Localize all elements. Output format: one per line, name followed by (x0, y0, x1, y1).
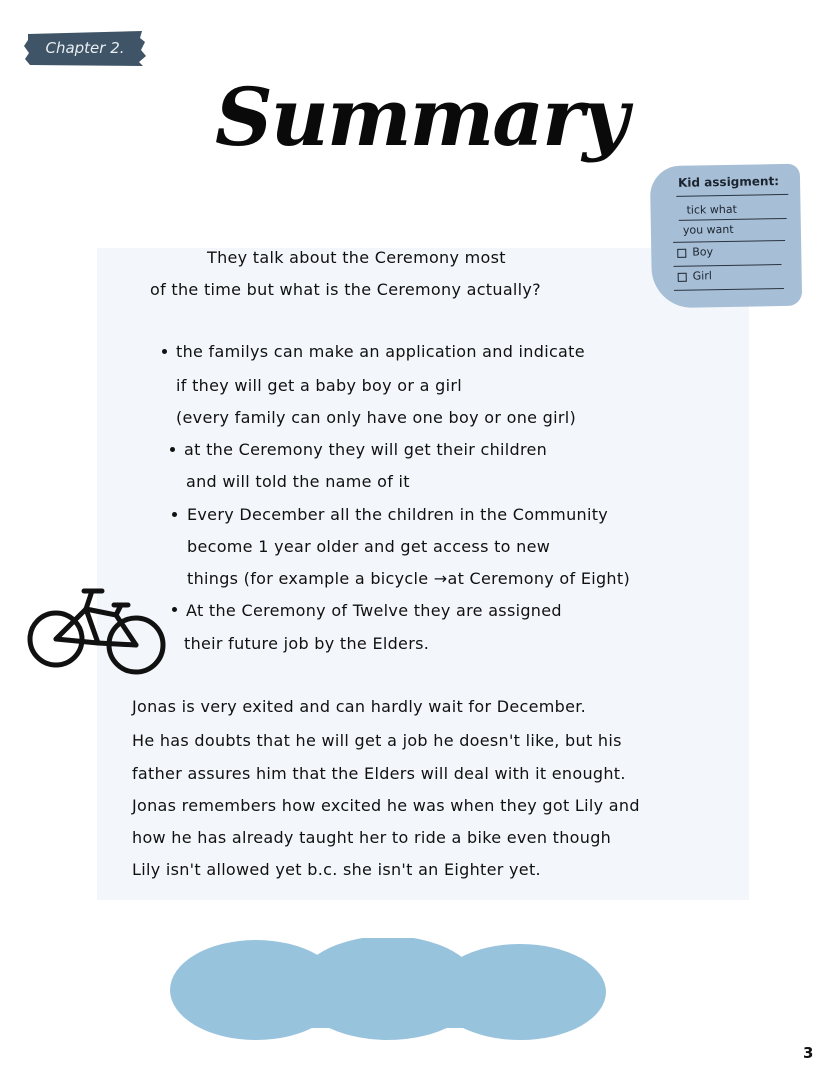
bullet-line: at the Ceremony they will get their children (184, 440, 548, 459)
chapter-tag (24, 28, 146, 68)
bullet-line: At the Ceremony of Twelve they are assigned (186, 601, 562, 620)
bullet-line: (every family can only have one boy or one girl) (176, 408, 577, 427)
bullet-line: things (for example a bicycle →at Ceremony of Eight) (187, 569, 630, 588)
paragraph-line: He has doubts that he will get a job he doesn't like, but his (132, 731, 622, 750)
chapter-label: Chapter 2. (45, 39, 125, 57)
paragraph-line: Jonas remembers how excited he was when they got Lily and (132, 796, 640, 815)
note-rule (679, 218, 787, 221)
note-rule (674, 288, 784, 291)
intro-line: They talk about the Ceremony most (207, 248, 506, 267)
option-girl[interactable] (678, 269, 712, 283)
note-line-2: you want (682, 222, 734, 237)
paragraph-line: father assures him that the Elders will deal with it enought. (132, 764, 626, 783)
option-label: Girl (692, 269, 712, 283)
bicycle-icon (26, 585, 168, 677)
intro-line: of the time but what is the Ceremony actually? (150, 280, 541, 299)
bullet-line: and will told the name of it (186, 472, 410, 491)
bullet-dot (172, 607, 177, 612)
checkbox-icon[interactable] (677, 248, 686, 257)
note-rule (673, 240, 785, 243)
note-title: Kid assigment: (677, 174, 780, 190)
option-label: Boy (692, 245, 714, 259)
checkbox-icon[interactable] (678, 272, 687, 281)
bullet-dot (162, 349, 167, 354)
paragraph-line: Lily isn't allowed yet b.c. she isn't an Eighter yet. (132, 860, 541, 879)
page-number: 3 (803, 1044, 814, 1062)
bullet-dot (170, 447, 175, 452)
kid-assignment-note (650, 164, 802, 309)
note-rule (674, 264, 782, 267)
bullet-line: the familys can make an application and indicate (176, 342, 585, 361)
bullet-line: Every December all the children in the Community (187, 505, 609, 524)
bullet-line: their future job by the Elders. (184, 634, 430, 653)
cloud-shape (170, 938, 606, 1042)
note-rule (676, 194, 788, 197)
bullet-dot (172, 512, 177, 517)
bullet-line: become 1 year older and get access to new (187, 537, 551, 556)
paragraph-line: Jonas is very exited and can hardly wait for December. (132, 697, 587, 716)
note-line-1: tick what (686, 202, 737, 217)
option-boy[interactable] (677, 245, 713, 259)
paragraph-line: how he has already taught her to ride a bike even though (132, 828, 612, 847)
page-title: Summary (215, 70, 627, 164)
bullet-line: if they will get a baby boy or a girl (176, 376, 462, 395)
